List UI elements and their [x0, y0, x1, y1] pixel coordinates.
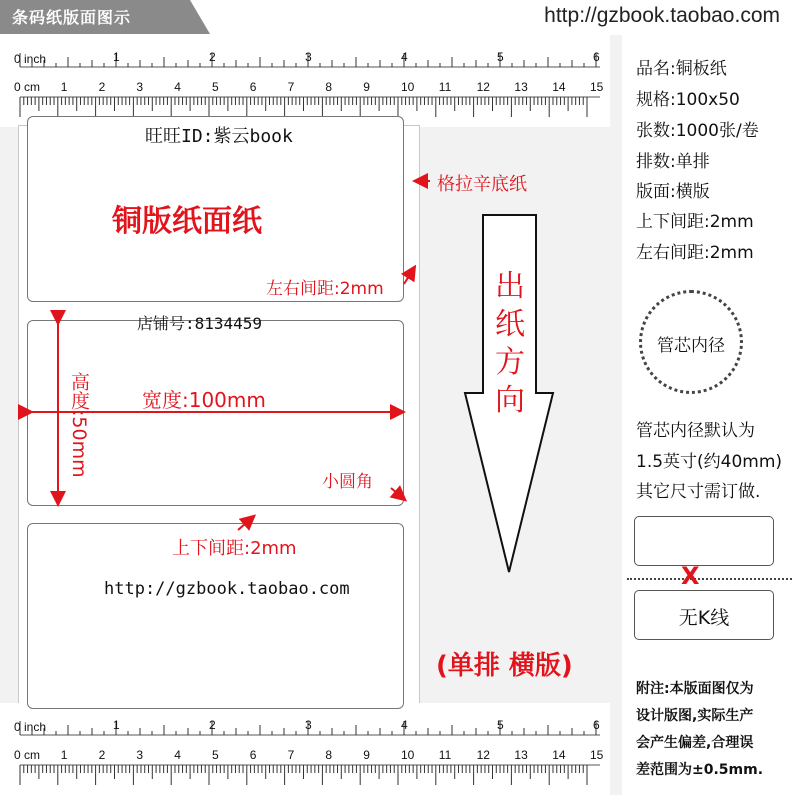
round-corner-label: 小圆角 [322, 472, 373, 492]
core-desc-1: 管芯内径默认为 [636, 421, 755, 441]
cm-tick-label: 2 [98, 748, 106, 762]
direction-char-2: 纸 [495, 307, 525, 342]
feed-direction-text [494, 268, 526, 420]
cm-tick-label: 11 [438, 748, 452, 762]
side-gap-label: 左右间距:2mm [266, 279, 384, 299]
inch-tick-label: 6 [593, 718, 600, 732]
cm-tick-label: 10 [401, 748, 415, 762]
inch-tick-label: 1 [113, 718, 120, 732]
inch-tick-label: 4 [401, 50, 408, 64]
cm-tick-label: 8 [325, 748, 333, 762]
header-url: http://gzbook.taobao.com [544, 4, 780, 27]
cm-tick-label: 7 [287, 80, 295, 94]
cm-tick-label: 5 [212, 80, 219, 94]
inch-tick-label: 2 [209, 718, 216, 732]
direction-char-4: 向 [495, 383, 525, 418]
cm-tick-label: 1 [60, 748, 68, 762]
core-circle [639, 290, 743, 394]
cm-tick-label: 4 [174, 748, 181, 762]
direction-char-3: 方 [495, 345, 525, 380]
cm-tick-label: 9 [363, 80, 370, 94]
core-desc-3: 其它尺寸需订做. [636, 482, 761, 502]
k-line-sample-top [634, 516, 774, 566]
cm-tick-label: 12 [476, 748, 490, 762]
inch-tick-label: 2 [209, 50, 216, 64]
cm-tick-label: 6 [249, 748, 257, 762]
wangwang-id: 旺旺ID:紫云book [145, 126, 293, 147]
vertical-gap-label: 上下间距:2mm [172, 538, 297, 559]
liner-label: 格拉辛底纸 [437, 174, 527, 195]
cm-tick-label: 11 [438, 80, 452, 94]
core-desc-2: 1.5英寸(约40mm) [636, 452, 783, 472]
side-gap-pointer [404, 268, 414, 284]
inch-tick-label: 5 [497, 718, 504, 732]
cm-tick-label: 3 [136, 80, 144, 94]
spec-count: 张数:1000张/卷 [636, 121, 759, 141]
direction-char-1: 出 [495, 269, 525, 304]
k-line-dotted [627, 578, 792, 580]
core-circle-label: 管芯内径 [657, 336, 725, 356]
spec-name: 品名:铜板纸 [636, 59, 727, 79]
cm-tick-label: 10 [401, 80, 415, 94]
cm-tick-label: 4 [174, 80, 181, 94]
cm-tick-label: 14 [552, 80, 566, 94]
inch-tick-label: 5 [497, 50, 504, 64]
cm-unit-label: 0 cm [14, 80, 41, 94]
cm-tick-label: 13 [514, 748, 528, 762]
shop-number: 店铺号:8134459 [137, 314, 263, 333]
cm-tick-label: 3 [136, 748, 144, 762]
inch-tick-label: 3 [305, 50, 312, 64]
width-label: 宽度:100mm [142, 388, 266, 412]
inch-tick-label: 1 [113, 50, 120, 64]
spec-hgap: 左右间距:2mm [636, 243, 754, 263]
cm-tick-label: 1 [60, 80, 68, 94]
height-label: 高度:50mm [68, 372, 90, 478]
spec-size: 规格:100x50 [636, 90, 740, 110]
footnote-4: 差范围为±0.5mm. [636, 762, 764, 778]
cm-tick-label: 8 [325, 80, 333, 94]
cm-tick-label: 14 [552, 748, 566, 762]
inch-tick-label: 4 [401, 718, 408, 732]
spec-rows: 排数:单排 [636, 152, 710, 172]
cm-tick-label: 15 [590, 748, 604, 762]
inch-unit-label: 0 inch [14, 52, 47, 66]
cm-tick-label: 13 [514, 80, 528, 94]
cm-tick-label: 2 [98, 80, 106, 94]
spec-vgap: 上下间距:2mm [636, 212, 754, 232]
spec-layout: 版面:横版 [636, 182, 710, 202]
vertical-gap-pointer [238, 517, 253, 530]
layout-note: (单排 横版) [436, 651, 573, 681]
round-corner-pointer [391, 488, 404, 499]
header-tab-label: 条码纸版面图示 [12, 8, 132, 27]
face-paper-label: 铜版纸面纸 [112, 204, 262, 239]
label-url: http://gzbook.taobao.com [104, 579, 350, 599]
footnote-2: 设计版图,实际生产 [636, 708, 754, 724]
inch-tick-label: 6 [593, 50, 600, 64]
cm-tick-label: 6 [249, 80, 257, 94]
cm-tick-label: 15 [590, 80, 604, 94]
cm-tick-label: 7 [287, 748, 295, 762]
inch-tick-label: 3 [305, 718, 312, 732]
inch-unit-label: 0 inch [14, 720, 47, 734]
cm-unit-label: 0 cm [14, 748, 41, 762]
x-mark: X [681, 562, 700, 590]
footnote-3: 会产生偏差,合理误 [636, 735, 754, 751]
cm-tick-label: 5 [212, 748, 219, 762]
cm-tick-label: 12 [476, 80, 490, 94]
cm-tick-label: 9 [363, 748, 370, 762]
no-k-line-label: 无K线 [678, 607, 730, 629]
k-line-sample-bottom [634, 590, 774, 640]
footnote-1: 附注:本版面图仅为 [636, 681, 754, 697]
